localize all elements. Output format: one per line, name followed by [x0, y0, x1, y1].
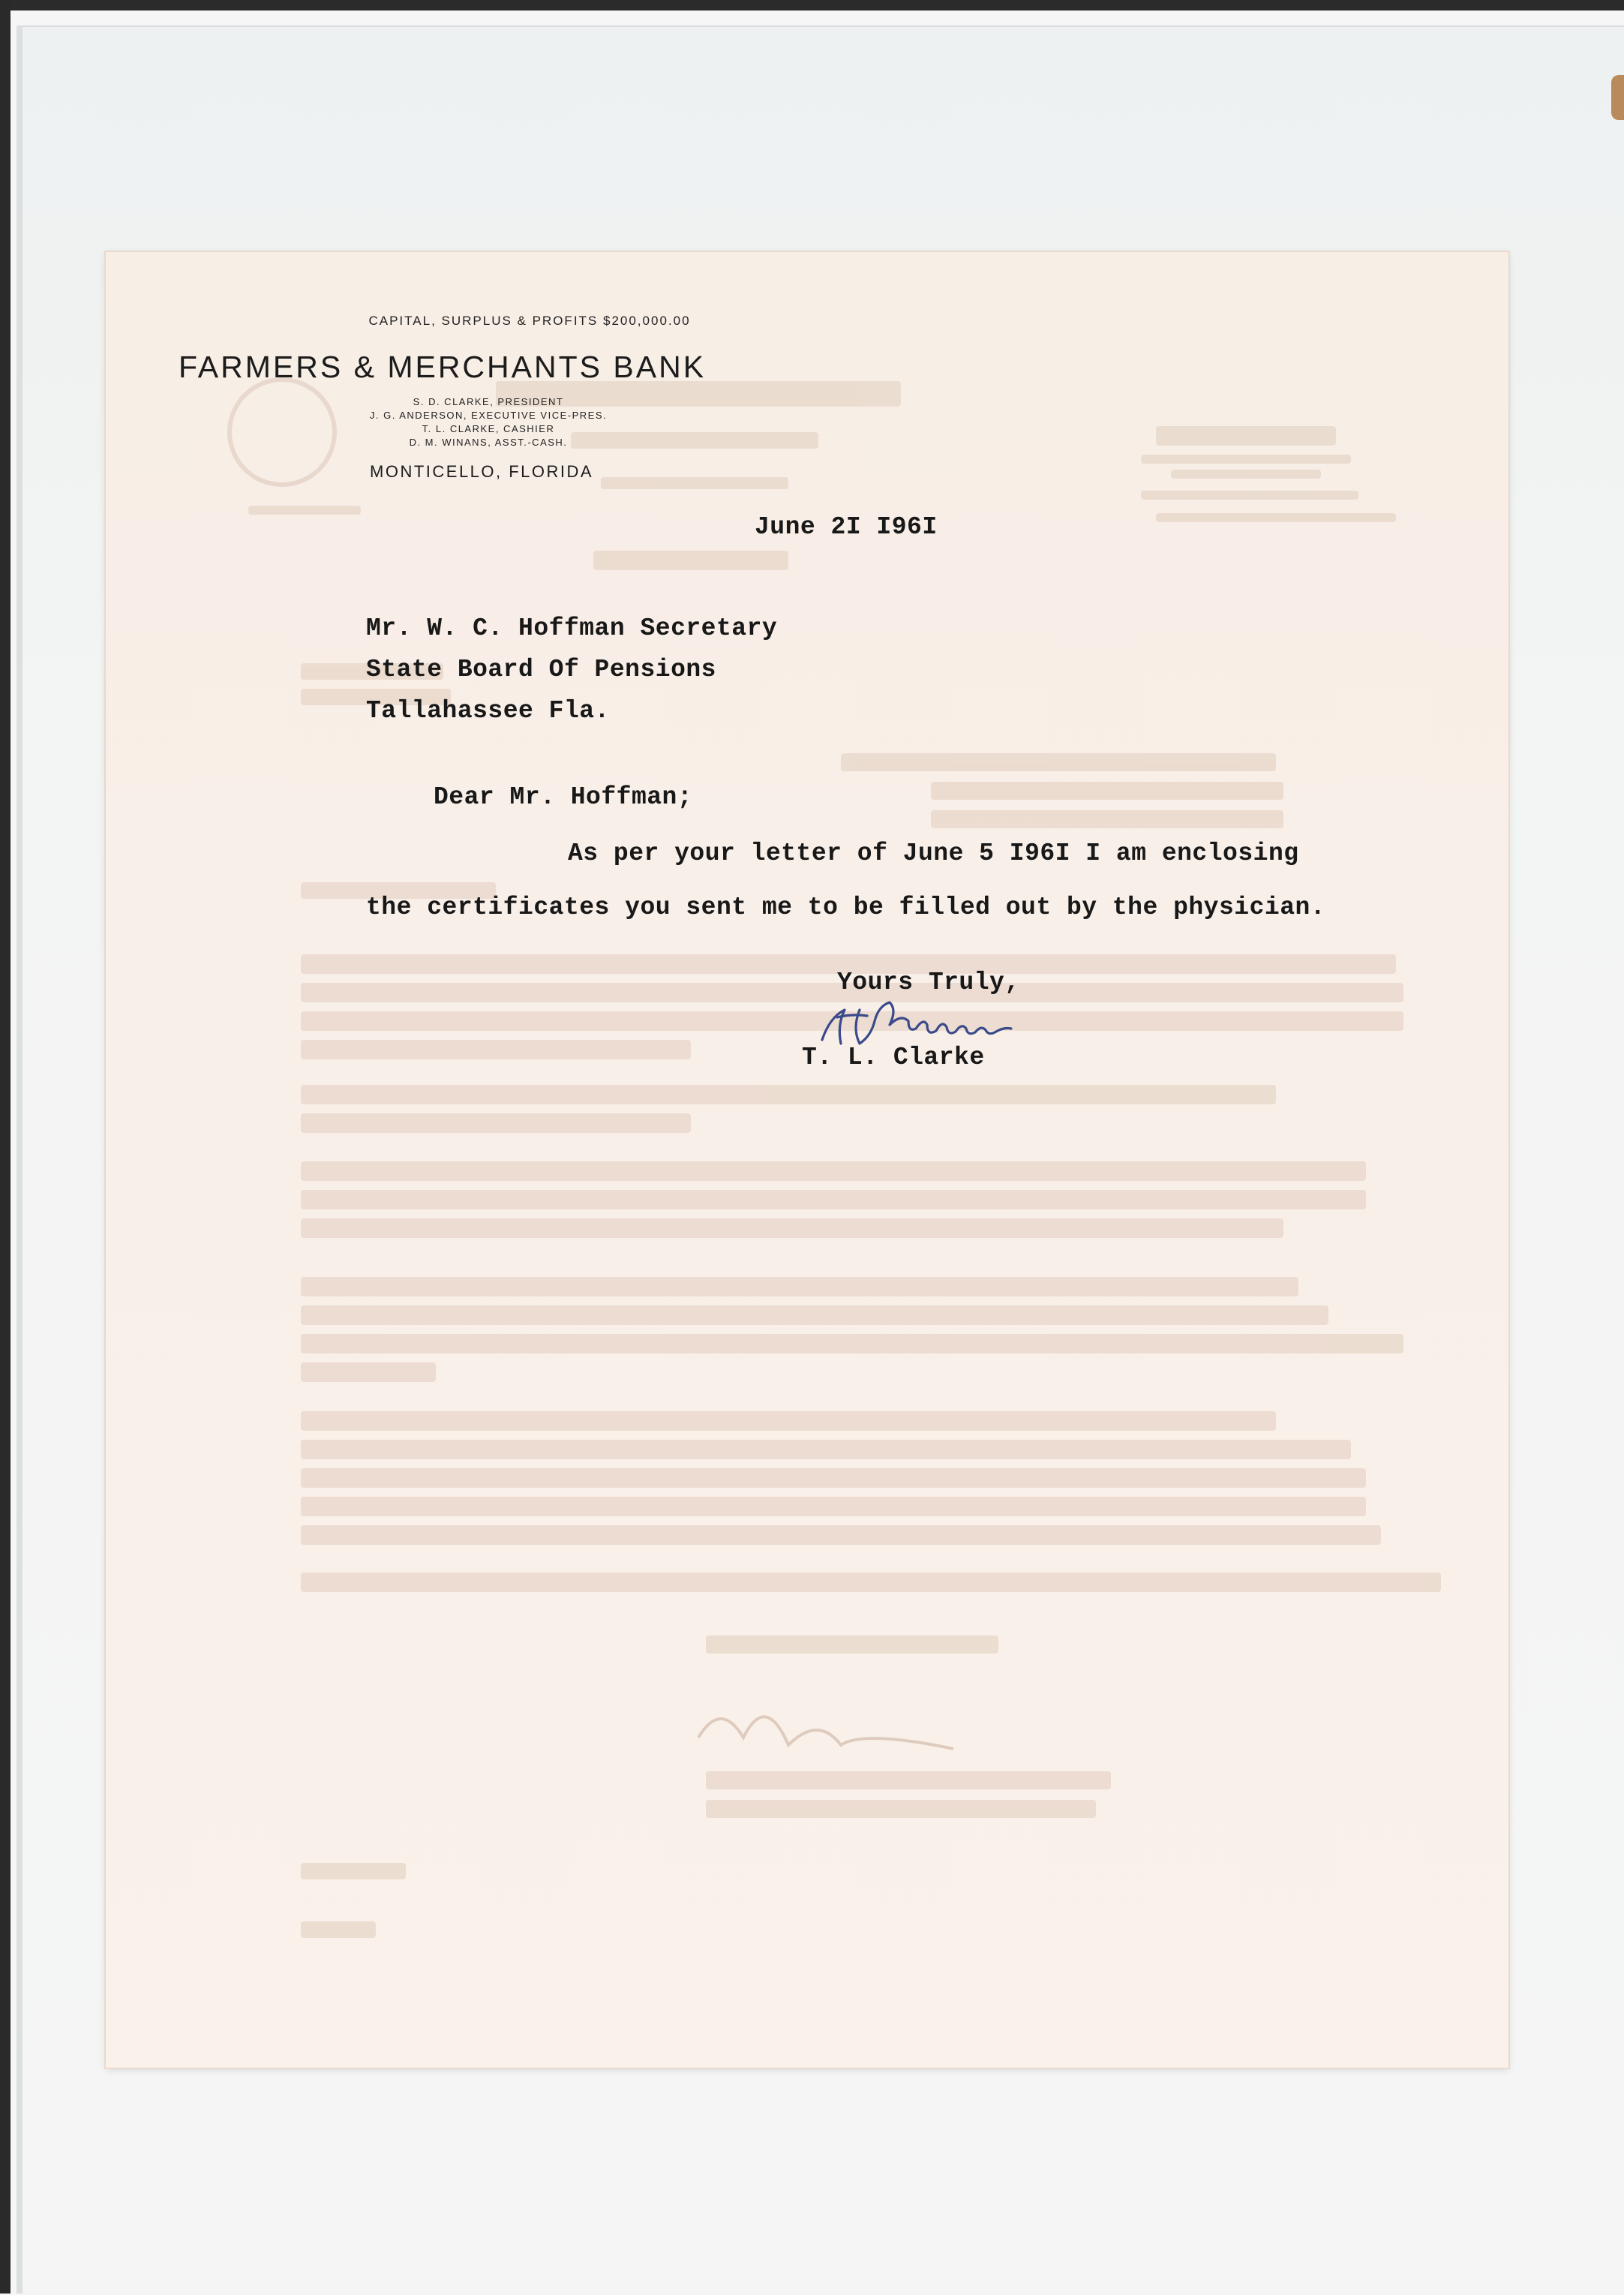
officer-president: S. D. CLARKE, PRESIDENT: [413, 396, 564, 407]
letter-page: [106, 252, 1508, 2068]
closing: Yours Truly,: [837, 969, 1020, 996]
bank-location: MONTICELLO, FLORIDA: [370, 462, 594, 481]
capital-line: CAPITAL, SURPLUS & PROFITS $200,000.00: [368, 314, 691, 328]
recipient-line: State Board Of Pensions: [366, 656, 716, 683]
body-line: the certificates you sent me to be filled out by the physician.: [366, 894, 1326, 921]
sleeve-edge: [17, 26, 23, 2293]
letter-date: June 2I I96I: [755, 513, 938, 541]
recipient-line: Tallahassee Fla.: [366, 697, 610, 725]
officer-assistant-cashier: D. M. WINANS, ASST.-CASH.: [409, 437, 568, 448]
salutation: Dear Mr. Hoffman;: [434, 783, 693, 811]
bank-name: FARMERS & MERCHANTS BANK: [179, 350, 707, 384]
frame-edge-top: [0, 0, 1624, 11]
frame-edge-left: [0, 0, 11, 2293]
officer-cashier: T. L. CLARKE, CASHIER: [422, 423, 555, 434]
officer-vice-president: J. G. ANDERSON, EXECUTIVE VICE-PRES.: [369, 410, 608, 421]
signer-name: T. L. Clarke: [802, 1044, 985, 1071]
recipient-line: Mr. W. C. Hoffman Secretary: [366, 614, 778, 642]
body-line: As per your letter of June 5 I96I I am enclosing: [568, 840, 1299, 867]
binder-clip: [1611, 75, 1624, 120]
